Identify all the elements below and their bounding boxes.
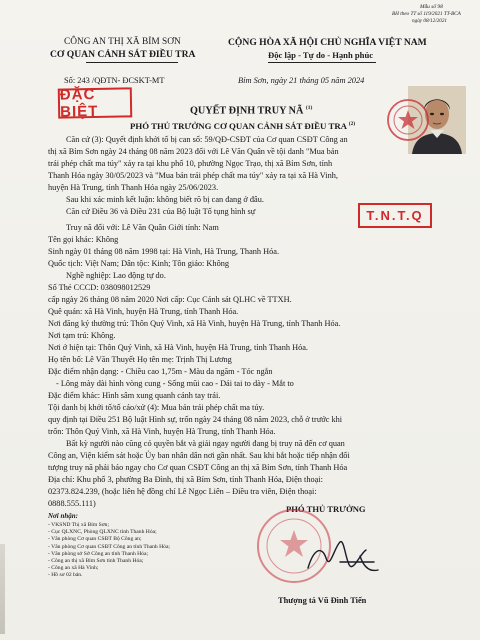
subject-line: tượng truy nã phải báo ngay cho Cơ quan CSĐT Công an thị xã Bỉm Sơn, tỉnh Thanh Hóa: [48, 463, 348, 472]
header-left-rule: [86, 62, 178, 63]
subject-line: - Lông mày dài hình vòng cung - Sống mũi cao - Dái tai to dày - Mắt to: [56, 379, 294, 388]
subject-line: Nơi ở hiện tại: Thôn Quý Vinh, xã Hà Vinh, huyện Hà Trung, tỉnh Thanh Hóa.: [48, 343, 308, 352]
recipient-item: - Cục QLXNC, Phòng QLXNC tỉnh Thanh Hóa;: [48, 529, 157, 536]
subject-line: Đặc điểm nhận dạng: - Chiều cao 1,75m - Màu da ngăm - Tóc ngắn: [48, 367, 273, 376]
nation-name: CỘNG HÒA XÃ HỘI CHỦ NGHĨA VIỆT NAM: [228, 37, 427, 48]
body-line: Căn cứ Điều 36 và Điều 231 của Bộ luật Tố tụng hình sự: [66, 207, 256, 216]
subject-line: Công an, Viện kiểm sát hoặc Ủy ban nhân dân nơi gần nhất. Sau khi bắt hoặc tiếp nhận đối: [48, 451, 350, 460]
recipient-item: - Văn phòng sở Sở Công an tỉnh Thanh Hóa;: [48, 550, 149, 557]
subject-line: quy định tại Điều 251 Bộ luật Hình sự, trốn ngày 24 tháng 08 năm 2023, chỗ ở trước khi: [48, 415, 343, 424]
subject-line: cấp ngày 26 tháng 08 năm 2020 Nơi cấp: Cục Cảnh sát QLHC về TTXH.: [48, 295, 292, 304]
scan-edge: [0, 544, 5, 634]
body-line: huyện Hà Trung, tỉnh Thanh Hóa ngày 25/06/2023.: [48, 183, 219, 192]
recipients-heading: Nơi nhận:: [48, 512, 79, 520]
subject-line: Nơi đăng ký thường trú: Thôn Quý Vinh, xã Hà Vinh, huyện Hà Trung, tỉnh Thanh Hóa.: [48, 319, 341, 328]
body-line: thị xã Bỉm Sơn ngày 24 tháng 08 năm 2023 đối với Lê Văn Quân về tội danh "Mua bán: [48, 147, 339, 156]
decision-title: QUYẾT ĐỊNH TRUY NÃ $^{(1)}$: [190, 105, 313, 117]
form-date: ngày 08/12/2021: [412, 18, 448, 24]
subject-line: Nơi tạm trú: Không.: [48, 331, 116, 340]
subject-line: Họ tên bố: Lê Văn Thuyết Họ tên mẹ: Trịnh Thị Lương: [48, 355, 232, 364]
form-circular: BH theo TT số 119/2021 TT-BCA: [392, 11, 461, 17]
handwritten-signature-icon: [300, 528, 390, 588]
subject-line: Quốc tịch: Việt Nam; Dân tộc: Kinh; Tôn giáo: Không: [48, 259, 230, 268]
subject-line: Số Thẻ CCCD: 038098012529: [48, 283, 151, 292]
body-line: Căn cứ (3): Quyết định khởi tố bị can số: 59/QĐ-CSĐT của Cơ quan CSĐT Công an: [66, 135, 348, 144]
issuing-office: CƠ QUAN CẢNH SÁT ĐIỀU TRA: [50, 49, 196, 60]
subject-line: Đặc điểm khác: Hình sâm xung quanh cánh tay trái.: [48, 391, 221, 400]
subject-line: trốn: Thôn Quý Vinh, xã Hà Vinh, huyện Hà Trung, tỉnh Thanh Hóa.: [48, 427, 276, 436]
recipient-item: - Văn phòng Cơ quan CSĐT Công an tỉnh Thanh Hóa;: [48, 543, 170, 550]
body-line: trái phép chất ma túy" xảy ra tại khu phố 10, phường Ngọc Trạo, thị xã Bỉm Sơn, tỉnh: [48, 159, 333, 168]
body-line: Sau khi xác minh kết luận: không biết rõ bị can đang ở đâu.: [66, 195, 264, 204]
document-number: Số: 243 /QĐTN- ĐCSKT-MT: [64, 76, 165, 85]
subject-line: Truy nã đối với: Lê Văn Quân Giới tính: Nam: [66, 223, 219, 232]
body-line: Thanh Hóa ngày 30/05/2023 và "Mua bán trái phép chất ma túy" xảy ra tại xã Hà Vinh,: [48, 171, 338, 180]
recipient-item: - Văn phòng Cơ quan CSĐT Bộ Công an;: [48, 536, 142, 543]
subject-line: Bất kỳ người nào cũng có quyền bắt và giải ngay người đang bị truy nã đến cơ quan: [66, 439, 345, 448]
subject-details: [48, 222, 458, 512]
subject-line: Sinh ngày 01 tháng 08 năm 1998 tại: Hà Vinh, Hà Trung, Thanh Hóa.: [48, 247, 280, 256]
issue-date-place: Bỉm Sơn, ngày 21 tháng 05 năm 2024: [238, 76, 365, 85]
national-motto: Độc lập - Tự do - Hạnh phúc: [268, 50, 374, 60]
decision-authority: PHÓ THỦ TRƯỞNG CƠ QUAN CẢNH SÁT ĐIỀU TRA $^{(2)}$: [130, 121, 356, 131]
signature-title: PHÓ THỦ TRƯỞNG: [286, 504, 366, 514]
subject-line: 0888.555.111): [48, 499, 96, 508]
subject-line: Địa chỉ: Khu phố 3, phường Ba Đình, thị xã Bỉm Sơn, tỉnh Thanh Hóa, Điện thoại:: [48, 475, 323, 484]
subject-line: Quê quán: xã Hà Vinh, huyện Hà Trung, tỉnh Thanh Hóa.: [48, 307, 239, 316]
subject-line: Tội danh bị khởi tố/tố cáo/xử (4): Mua bán trái phép chất ma túy.: [48, 403, 265, 412]
signer-name: Thượng tá Vũ Đình Tiến: [278, 596, 367, 605]
recipient-item: - VKSND Thị xã Bỉm Sơn;: [48, 522, 110, 528]
form-number: Mẫu số 98: [420, 4, 443, 10]
special-stamp: ĐẶC BIỆT: [58, 87, 133, 118]
recipient-item: - Công an xã Hà Vinh;: [48, 565, 99, 572]
issuing-agency: CÔNG AN THỊ XÃ BỈM SƠN: [64, 37, 181, 47]
header-right-rule: [268, 62, 376, 63]
recipient-item: - Hồ sơ 02 bản.: [48, 572, 83, 579]
recipient-item: - Công an thị xã Bỉm Sơn tỉnh Thanh Hóa;: [48, 558, 144, 564]
recipients-list: [48, 522, 228, 586]
subject-line: 02373.824.239, (hoặc liên hệ đồng chí Lê Ngọc Liên – Điều tra viên, Điện thoại:: [48, 487, 317, 496]
subject-line: Nghề nghiệp: Lao động tự do.: [66, 271, 166, 280]
tntq-stamp: T.N.T.Q: [358, 203, 432, 228]
subject-line: Tên gọi khác: Không: [48, 235, 119, 244]
